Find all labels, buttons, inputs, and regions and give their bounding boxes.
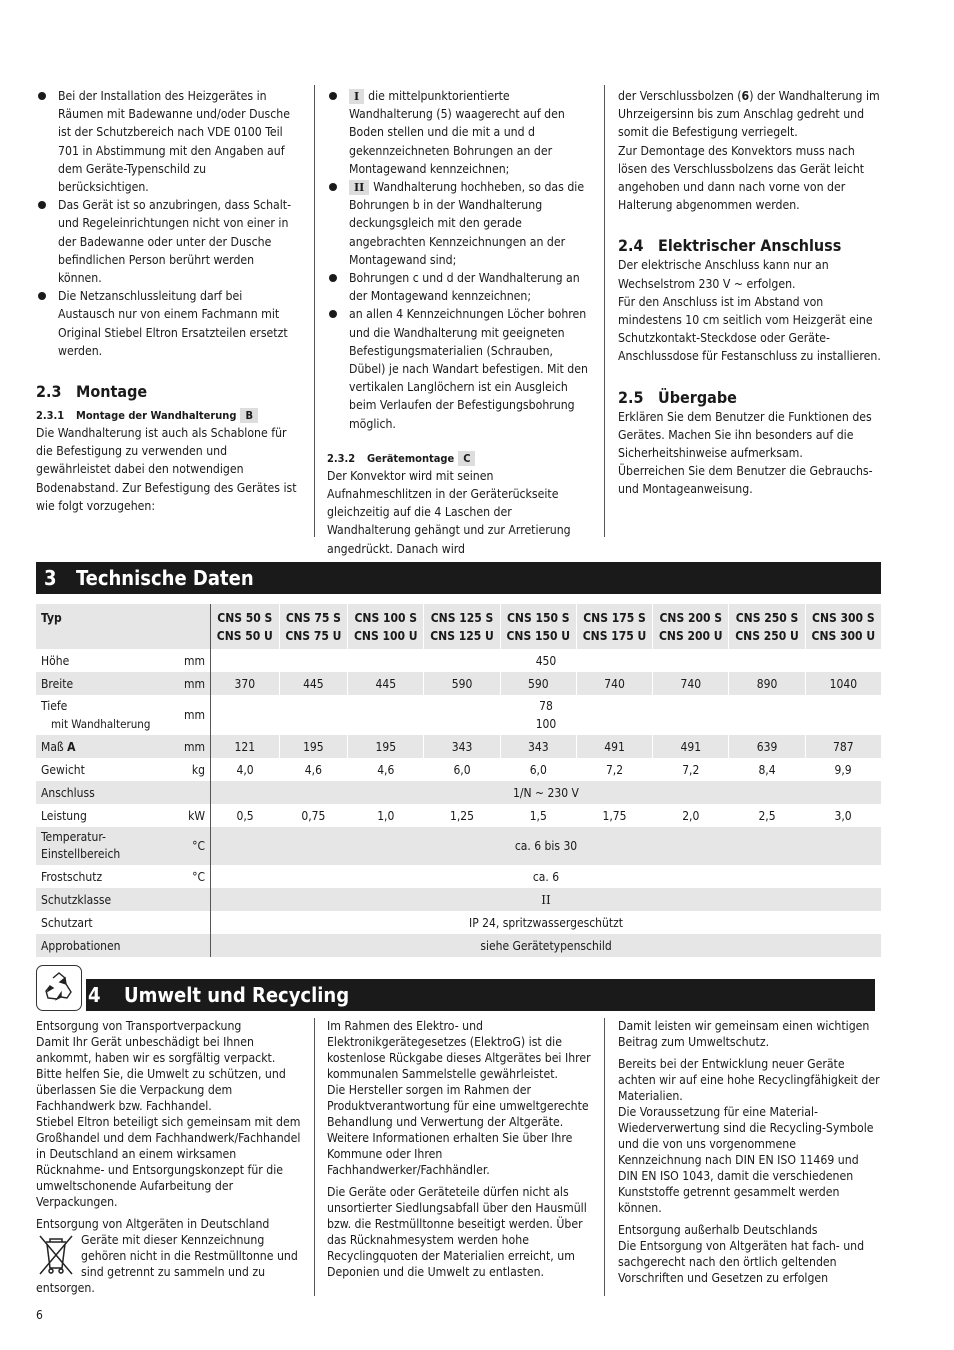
figure-ref-ii: II [349,180,369,195]
recycling-icon [36,965,82,1011]
section-bar-umwelt: 4 Umwelt und Recycling [86,979,875,1011]
column-1 [36,87,298,515]
list-item: Bohrungen c und d der Wandhalterung an der Montagewand kennzeichnen; [327,269,591,305]
list-item: Das Gerät ist so anzubringen, dass Schalt- und Regeleinrichtungen nicht von einer in der Badewanne oder unter der Dusche befindlichen Person berührt werden können. [36,196,298,287]
header-model: CNS 300 S CNS 300 U [805,604,881,649]
lower-column-1: Entsorgung von Transportverpackung Damit Ihr Gerät unbeschädigt bei Ihnen ankommt, haben wir es sorgfältig verpackt. Bitte helfen Sie, die Umwelt zu schützen, und überlassen Sie die Verpackung dem Fachhandwerk bzw. Fachhandel. Stiebel Eltron beteiligt sich gemeinsam mit dem Großhandel und dem Fachhandwerk/Fachhandel in Deutschland an einem wirksamen Rücknahme- und Entsorgungskonzept für die umweltschonende Aufarbeitung der Verpackungen. Entsorgung von Altgeräten in Deutschland Geräte mit dieser Kennzeichnung gehören nicht in die Restmülltonne und sind getrennt zu sammeln und zu entsorgen. [36,1019,301,1295]
section-heading-2-5: 2.5 Übergabe [618,387,737,407]
header-model: CNS 75 S CNS 75 U [279,604,348,649]
paragraph: Erklären Sie dem Benutzer die Funktionen des Gerätes. Machen Sie ihn besonders auf die Sicherheitshinweise aufmerksam. [618,409,872,461]
table-row: Leistung kW 0,5 0,75 1,0 1,25 1,5 1,75 2,0 2,5 3,0 [36,804,881,827]
header-model: CNS 125 S CNS 125 U [424,604,500,649]
bullet-list [36,87,298,360]
subsection-heading-2-3-1: 2.3.1 Montage der Wandhalterung B [36,408,298,424]
table-row: Temperatur- Einstellbereich °C ca. 6 bis 30 [36,827,881,865]
table-row: Schutzklasse II [36,888,881,911]
paragraph: Für den Anschluss ist im Abstand von mindestens 10 cm seitlich vom Heizgerät eine Schutzkontakt-Steckdose oder Geräte-Anschlussdose für Festanschluss zu installieren. [618,294,881,364]
table-row: Höhe mm 450 [36,649,881,672]
column-divider [604,1018,605,1296]
table-row: Breite mm 370 445 445 590 590 740 740 890 1040 [36,672,881,695]
figure-ref-c: C [458,451,475,466]
section-bar-technische-daten: 3 Technische Daten [36,562,881,594]
table-row: Tiefe mit Wandhalterung mm 78 100 [36,695,881,735]
header-model: CNS 100 S CNS 100 U [348,604,424,649]
list-item: an allen 4 Kennzeichnungen Löcher bohren und die Wandhalterung mit geeigneten Befestigungsmaterialien (Schrauben, Dübel) je nach Wandart befestigen. Mit den vertikalen Langlöchern ist ein Ausgleich beim Verlaufen der Befestigungsbohrung möglich. [327,305,591,432]
list-item: Die Netzanschlussleitung darf bei Austausch nur von einem Fachmann mit Original Stiebel Eltron Ersatzteilen ersetzt werden. [36,287,298,360]
column-divider [314,85,315,537]
paragraph: Überreichen Sie dem Benutzer die Gebrauchs- und Montageanweisung. [618,464,873,497]
paragraph: Der Konvektor wird mit seinen Aufnahmeschlitzen in der Geräterückseite gleichzeitig auf die 4 Laschen der Wandhalterung gehängt und zur Arretierung angedrückt. Danach wird [327,468,571,556]
header-model: CNS 150 S CNS 150 U [500,604,576,649]
header-model: CNS 200 S CNS 200 U [653,604,729,649]
column-divider [314,1018,315,1296]
figure-ref-b: B [240,408,258,423]
subsection-heading-2-3-2: 2.3.2 Gerätemontage C [327,451,591,467]
table-row: Anschluss 1/N ~ 230 V [36,781,881,804]
section-heading-2-4: 2.4 Elektrischer Anschluss [618,236,842,256]
paragraph: Zur Demontage des Konvektors muss nach lösen des Verschlussbolzens das Gerät leicht angehoben und dann nach vorne von der Halterung abgenommen werden. [618,143,865,213]
column-2 [327,87,591,558]
list-item: I die mittelpunktorientierte Wandhalterung (5) waagerecht auf den Boden stellen und die mit a und d gekennzeichneten Bohrungen an der Montagewand kennzeichnen; [327,87,591,178]
paragraph: der Verschlussbolzen (6) der Wandhalterung im Uhrzeigersinn bis zum Anschlag gedreht und somit die Befestigung verriegelt. [618,89,880,140]
page-number: 6 [36,1308,43,1322]
column-3 [618,87,882,499]
figure-ref-i: I [349,89,364,104]
technical-data-table [36,604,881,957]
column-divider [604,85,605,537]
header-model: CNS 50 S CNS 50 U [211,604,280,649]
table-row: Maß A mm 121 195 195 343 343 491 491 639 787 [36,735,881,758]
table-row: Frostschutz °C ca. 6 [36,865,881,888]
section-heading-2-3: 2.3 Montage [36,382,148,402]
header-model: CNS 250 S CNS 250 U [729,604,805,649]
lower-column-2: Im Rahmen des Elektro- und Elektronikgerätegesetzes (ElektroG) ist die kostenlose Rückgabe dieses Altgerätes bei Ihrer kommunalen Sammelstelle gewährleistet. Die Hersteller sorgen im Rahmen der Produktverantwortung für eine umweltgerechte Behandlung und Verwertung der Altgeräte. Weitere Informationen erhalten Sie über Ihre Kommune oder Ihren Fachhandwerker/Fachhändler. Die Geräte oder Geräteteile dürfen nicht als unsortierter Siedlungsabfall über den Hausmüll bzw. die Restmülltonne beseitigt werden. Über das Rücknahmesystem werden hohe Recyclingquoten der Materialien erreicht, um Deponien und die Umwelt zu entlasten. [327,1019,591,1279]
list-item: Bei der Installation des Heizgerätes in Räumen mit Badewanne und/oder Dusche ist der Schutzbereich nach VDE 0100 Teil 701 in Abstimmung mit den Angaben auf dem Geräte-Typenschild zu berücksichtigen. [36,87,298,196]
bullet-list [327,87,591,433]
header-model: CNS 175 S CNS 175 U [576,604,652,649]
weee-bin-icon [36,1232,76,1276]
table-row: Approbationen siehe Gerätetypenschild [36,934,881,957]
list-item: II Wandhalterung hochheben, so das die Bohrungen b in der Wandhalterung deckungsgleich mit den gerade angebrachten Kennzeichnungen an der Montagewand sind; [327,178,591,269]
paragraph: Die Wandhalterung ist auch als Schablone für die Befestigung zu verwenden und gewährleistet dabei den notwendigen Bodenabstand. Zur Befestigung des Gerätes ist wie folgt vorzugehen: [36,426,297,513]
table-header-row [36,604,881,649]
table-row: Gewicht kg 4,0 4,6 4,6 6,0 6,0 7,2 7,2 8,4 9,9 [36,758,881,781]
paragraph: Der elektrische Anschluss kann nur an Wechselstrom 230 V ~ erfolgen. [618,258,829,291]
table-row: Schutzart IP 24, spritzwassergeschützt [36,911,881,934]
lower-column-3: Damit leisten wir gemeinsam einen wichtigen Beitrag zum Umweltschutz. Bereits bei der Entwicklung neuer Geräte achten wir auf eine hohe Recyclingfähigkeit der Materialien. Die Voraussetzung für eine Material-Wiederverwertung sind die Recycling-Symbole und die von uns vorgenommene Kennzeichnung nach DIN EN ISO 11469 und DIN EN ISO 1043, damit die verschiedenen Kunststoffe getrennt gesammelt werden können. Entsorgung außerhalb Deutschlands Die Entsorgung von Altgeräten hat fach- und sachgerecht nach den örtlich geltenden Vorschriften und Gesetzen zu erfolgen [618,1019,880,1285]
header-typ: Typ [36,604,174,649]
